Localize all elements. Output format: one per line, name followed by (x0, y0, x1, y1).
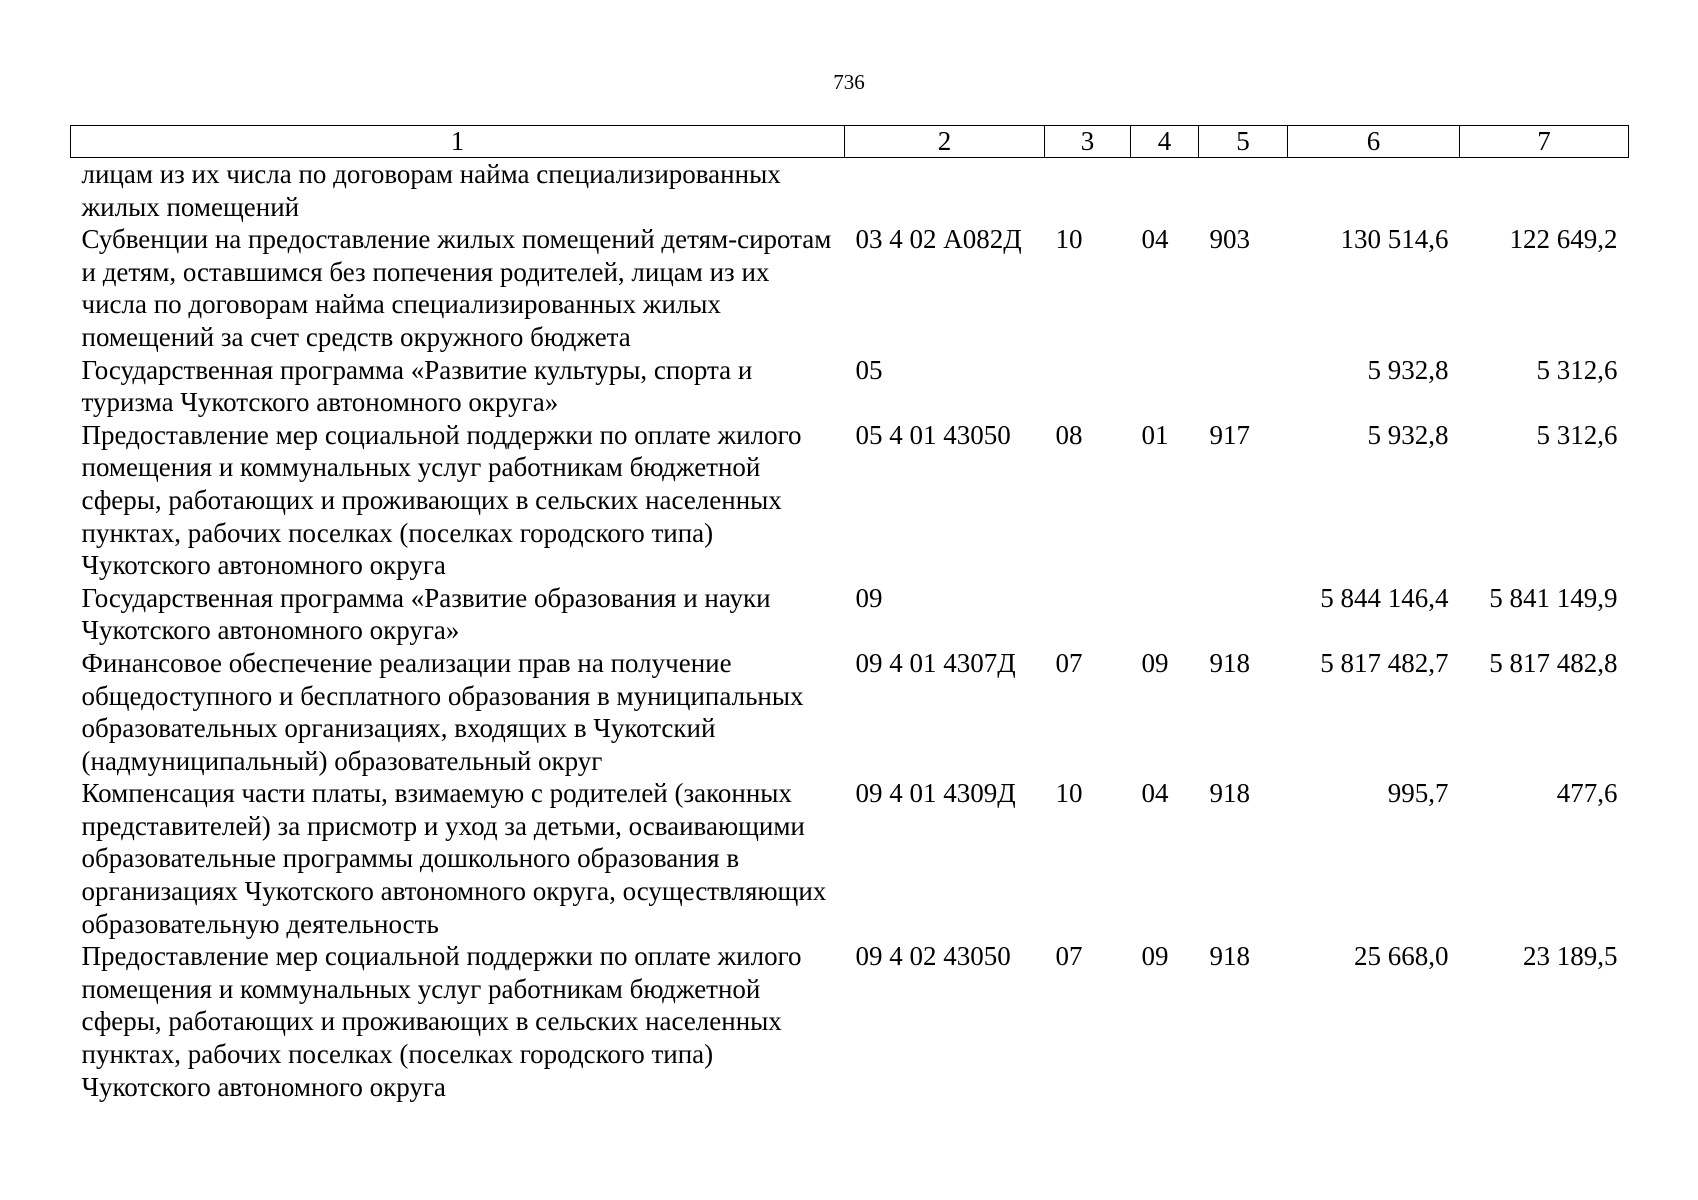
row-subsection: 09 (1141, 647, 1169, 678)
row-description: Финансовое обеспечение реализации прав на получение общедоступного и бесплатного образования в муниципальных образовательных организациях, входящих в Чукотский (надмуниципальный) образовательный округ (81, 647, 804, 776)
row-description: Государственная программа «Развитие культуры, спорта и туризма Чукотского автономного округа» (81, 354, 753, 418)
row-target-code: 09 (855, 582, 883, 613)
row-section: 08 (1055, 419, 1083, 450)
row-target-code: 09 4 02 43050 (855, 941, 1011, 972)
row-admin-code (1199, 354, 1288, 419)
row-target-code: 05 (855, 354, 883, 385)
row-description: Предоставление мер социальной поддержки по оплате жилого помещения и коммунальных услуг работникам бюджетной сферы, работающих и проживающих в сельских населенных пунктах, рабочих поселках (поселках городского типа) Чукотского автономного округа (81, 941, 802, 1102)
table-header (71, 126, 1629, 158)
table-row (71, 419, 1629, 582)
table-row (71, 777, 1629, 940)
row-amount-1: 130 514,6 (1340, 224, 1449, 255)
row-amount-2: 23 189,5 (1523, 941, 1618, 972)
row-target-code: 09 4 01 4309Д (855, 778, 1016, 809)
header-col-6: 6 (1288, 126, 1460, 158)
row-amount-1: 5 817 482,7 (1320, 647, 1449, 678)
table-row (71, 582, 1629, 647)
table-row (71, 647, 1629, 777)
row-subsection (1131, 158, 1199, 224)
row-section (1045, 354, 1131, 419)
row-subsection (1131, 354, 1199, 419)
row-amount-1: 995,7 (1387, 778, 1449, 809)
table-row (71, 354, 1629, 419)
header-col-1: 1 (71, 126, 845, 158)
row-subsection: 09 (1141, 941, 1169, 972)
row-amount-2: 5 312,6 (1536, 354, 1618, 385)
row-admin-code: 903 (1209, 224, 1250, 255)
row-amount-2: 5 312,6 (1536, 419, 1618, 450)
row-target-code: 09 4 01 4307Д (855, 647, 1016, 678)
row-description: лицам из их числа по договорам найма специализированных жилых помещений (81, 159, 781, 222)
row-section (1045, 158, 1131, 224)
row-section: 07 (1055, 647, 1083, 678)
table-body (71, 158, 1629, 1104)
row-admin-code (1199, 158, 1288, 224)
row-description: Компенсация части платы, взимаемую с родителей (законных представителей) за присмотр и уход за детьми, осваивающими образовательные программы дошкольного образования в организациях Чукотского автономного округа, осуществляющих образовательную деятельность (81, 778, 827, 939)
row-amount-1: 5 932,8 (1367, 419, 1449, 450)
row-amount-1 (1288, 158, 1460, 224)
header-col-2: 2 (845, 126, 1045, 158)
row-subsection: 04 (1141, 224, 1169, 255)
row-amount-2: 5 817 482,8 (1489, 647, 1618, 678)
table-row (71, 158, 1629, 224)
row-subsection: 04 (1141, 778, 1169, 809)
row-section: 07 (1055, 941, 1083, 972)
row-admin-code: 917 (1209, 419, 1250, 450)
row-amount-1: 25 668,0 (1354, 941, 1449, 972)
row-admin-code: 918 (1209, 647, 1250, 678)
row-amount-2 (1460, 158, 1629, 224)
header-col-3: 3 (1045, 126, 1131, 158)
header-col-4: 4 (1131, 126, 1199, 158)
row-section: 10 (1055, 778, 1083, 809)
header-col-5: 5 (1199, 126, 1288, 158)
row-amount-1: 5 844 146,4 (1320, 582, 1449, 613)
row-target-code: 03 4 02 А082Д (855, 224, 1022, 255)
row-amount-1: 5 932,8 (1367, 354, 1449, 385)
row-amount-2: 477,6 (1556, 778, 1618, 809)
page-number: 736 (833, 70, 865, 94)
row-amount-2: 122 649,2 (1509, 224, 1618, 255)
row-target-code (845, 158, 1045, 224)
row-admin-code: 918 (1209, 941, 1250, 972)
row-admin-code (1199, 582, 1288, 647)
budget-table (70, 125, 1629, 1103)
row-description: Субвенции на предоставление жилых помещений детям-сиротам и детям, оставшимся без попечения родителей, лицам из их числа по договорам найма специализированных жилых помещений за счет средств окружного бюджета (81, 224, 832, 352)
header-col-7: 7 (1460, 126, 1629, 158)
row-subsection (1131, 582, 1199, 647)
row-target-code: 05 4 01 43050 (855, 419, 1011, 450)
row-description: Государственная программа «Развитие образования и науки Чукотского автономного округа» (81, 582, 771, 646)
table-row (71, 223, 1629, 353)
row-admin-code: 918 (1209, 778, 1250, 809)
row-section: 10 (1055, 224, 1083, 255)
row-section (1045, 582, 1131, 647)
table-row (71, 940, 1629, 1103)
row-amount-2: 5 841 149,9 (1489, 582, 1618, 613)
row-subsection: 01 (1141, 419, 1169, 450)
header-row (71, 126, 1629, 158)
row-description: Предоставление мер социальной поддержки по оплате жилого помещения и коммунальных услуг работникам бюджетной сферы, работающих и проживающих в сельских населенных пунктах, рабочих поселках (поселках городского типа) Чукотского автономного округа (81, 419, 802, 581)
